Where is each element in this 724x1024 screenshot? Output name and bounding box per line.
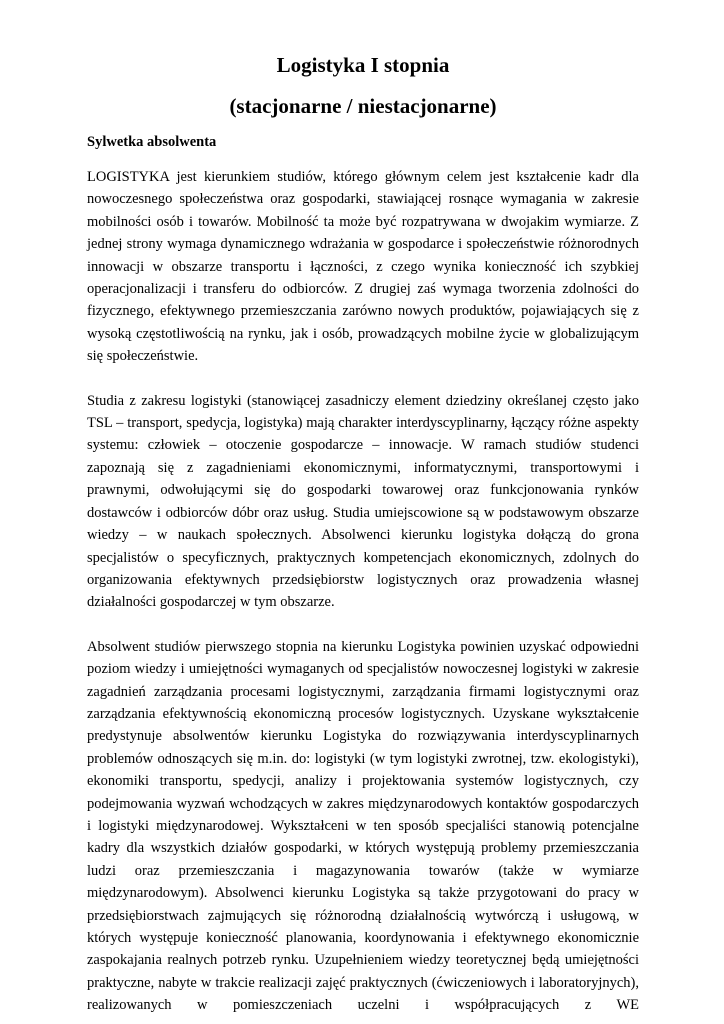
paragraph-graduate: Absolwent studiów pierwszego stopnia na kierunku Logistyka powinien uzyskać odpowiedni poziom wiedzy i umiejętności wymaganych od specjalistów nowoczesnej logistyki w zakresie zagadnień zarządzania procesami logistycznymi, zarządzania firmami logistycznymi oraz zarządzania efektywnością ekonomiczną procesów logistycznych. Uzyskane wykształcenie predystynuje absolwentów kierunku Logistyka do rozwiązywania interdyscyplinarnych problemów odnoszących się m.in. do: logistyki (w tym logistyki zwrotnej, tzw. ekologistyki), ekonomiki transportu, spedycji, analizy i projektowania systemów logistycznych, czy podejmowania wyzwań wchodzących w zakres międzynarodowych kontaktów gospodarczych i logistyki międzynarodowej. Wykształceni w ten sposób specjaliści stanowią potencjalne kadry dla wszystkich działów gospodarki, w których występują problemy przemieszczania ludzi oraz przemieszczania i magazynowania towarów (także w wymiarze międzynarodowym). Absolwenci kierunku Logistyka są także przygotowani do pracy w przedsiębiorstwach zajmujących się różnorodną działalnością wytwórczą i usługową, w których występuje konieczność planowania, koordynowania i efektywnego ekonomicznie zaspokajania realnych potrzeb rynku. Uzupełnieniem wiedzy teoretycznej będą umiejętności praktyczne, nabyte w trakcie realizacji zajęć praktycznych (ćwiczeniowych i laboratoryjnych), realizowanych w pomieszczeniach uczelni i współpracujących z WE: [87, 638, 639, 1014]
paragraph-intro: LOGISTYKA jest kierunkiem studiów, którego głównym celem jest kształcenie kadr dla nowoczesnego społeczeństwa oraz gospodarki, stawiającej rosnące wymagania w zakresie mobilności osób i towarów. Mobilność ta może być rozpatrywana w dwojakim wymiarze. Z jednej strony wymaga dynamicznego wdrażania w gospodarce i społeczeństwie różnorodnych innowacji w obszarze transportu i łączności, z czego wynika konieczność ich szybkiej operacjonalizacji i transferu do odbiorców. Z drugiej zaś wymaga tworzenia zdolności do fizycznego, efektywnego przemieszczania zarówno nowych produktów, pojawiających się z wysoką częstotliwością na rynku, jak i osób, prowadzących mobilne życie w globalizującym się społeczeństwie.: [87, 169, 639, 365]
document-subtitle: (stacjonarne / niestacjonarne): [229, 94, 497, 118]
document-title: Logistyka I stopnia: [276, 53, 450, 77]
section-heading: Sylwetka absolwenta: [87, 134, 217, 150]
paragraph-studies: Studia z zakresu logistyki (stanowiącej zasadniczy element dziedziny określanej często jako TSL – transport, spedycja, logistyka) mają charakter interdyscyplinarny, łączący różne aspekty systemu: człowiek – otoczenie gospodarcze – innowacje. W ramach studiów studenci zapoznają się z zagadnieniami ekonomicznymi, informatycznymi, transportowymi i prawnymi, odwołującymi się do gospodarki towarowej oraz funkcjonowania rynków dostawców i odbiorców dóbr oraz usług. Studia umiejscowione są w podstawowym obszarze wiedzy – w naukach społecznych. Absolwenci kierunku logistyka dołączą do grona specjalistów o specyficznych, praktycznych kompetencjach ekonomicznych, zdolnych do organizowania efektywnych przedsiębiorstw logistycznych oraz prowadzenia własnej działalności gospodarczej w tym obszarze.: [87, 392, 639, 611]
document-page: [87, 50, 639, 1017]
